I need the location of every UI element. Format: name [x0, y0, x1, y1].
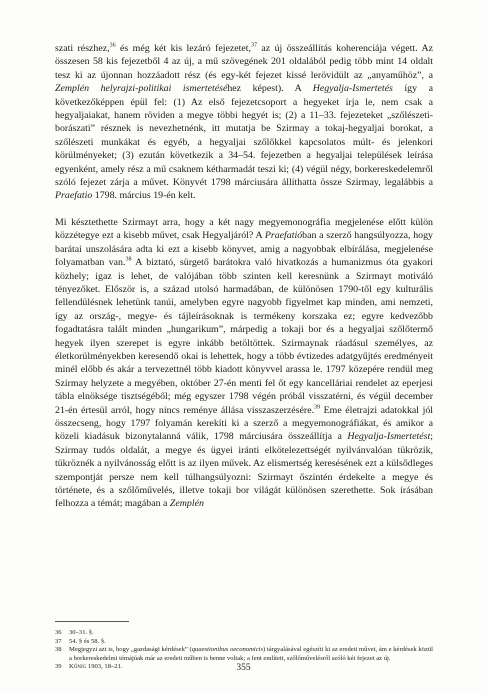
- text-run: így a következőképpen épül fel: (1) Az első fejezetcsoport a hegyeket írja le, nem csak a hegyaljaiakat, hanem röviden a megye többi hegyét is; (2) a 11–33. fejezeteket „szőlészeti-borászati” résznek is nevezhetnénk, itt mutatja be Szirmay a tokaj-hegyaljai borokat, a szőlészeti munkákat és egyéb, a hegyaljai szőlőkkel kapcsolatos múlt- és jelenkori körülményeket; (3) ezután következik a 34–54. fejezetben a hegyaljai települések leírása egyenként, amely rész a mű csaknem kétharmadát teszi ki; (4) végül négy, borkereskedelemről szóló fejezet zárja a művet. Könyvét 1798 márciusára állíthatta össze Szirmay, legalábbis a: [55, 83, 433, 189]
- text-run: és még két kis lezáró fejezetet,: [115, 43, 251, 54]
- footnote-ref: 36: [109, 42, 116, 49]
- text-run: ) tárgyalásával egészíti ki az eredeti művet, ám e kérdések közül a borkereskedelmi témájúak már az eredeti műben is benne voltak; a fent említett, szőlőművelésről szóló két fejezet az új.: [69, 646, 434, 662]
- text-run: ban a szerző hangsúlyozza, hogy barátai unszolására adta ki ezt a kisebb könyvet, amig a nagyobbak elbírálása, megjelenése folyamatban van.: [55, 230, 433, 269]
- text-run: hez képest). A: [227, 83, 313, 95]
- text-run: szati részhez,: [55, 43, 110, 54]
- footnote-number: 36: [55, 629, 62, 636]
- paragraph: [55, 216, 433, 511]
- footnote-ref: 37: [251, 42, 257, 49]
- italic-text: quaestionibus oeconomicis: [191, 646, 264, 654]
- text-run: Megjegyzi azt is, hogy „gazdasági kérdések” (: [69, 646, 192, 654]
- italic-text: Hegyalja-Ismertetés: [312, 83, 393, 95]
- italic-text: Zemplén: [169, 498, 204, 510]
- italic-text: Praefatio: [55, 190, 93, 202]
- author-name: Kónig: [69, 663, 87, 671]
- body-text: [55, 42, 433, 511]
- footnote-number: 38: [55, 646, 62, 654]
- text-run: 54. § és 58. §.: [69, 637, 106, 645]
- italic-text: Praefatió: [264, 230, 303, 242]
- footnote-rule: [55, 621, 129, 622]
- paragraph: [55, 42, 433, 203]
- footnote-text: [69, 646, 433, 663]
- page-number: 355: [236, 663, 251, 673]
- footnote: [55, 629, 433, 638]
- italic-text: Hegyalja-Ismertetést: [347, 431, 431, 443]
- footnote-text: [69, 638, 433, 647]
- text-run: 30–31. §.: [69, 629, 94, 636]
- text-run: 1903, 18–21.: [86, 663, 123, 671]
- text-run: 1798. március 19-én kelt.: [92, 190, 196, 202]
- footnote-ref: 38: [125, 256, 132, 263]
- text-run: Eme életrajzi adatokkal jól összecseng, hogy 1797 folyamán kerekíti ki a szerző a megyemonográfiákat, és amikor a közeli kiadásuk bizonytalanná válik, 1798 márciusára összeállítja a: [55, 404, 433, 443]
- footnote: [55, 638, 433, 647]
- text-run: az új összeállítás koherenciája végett. Az összesen 58 kis fejezetből 4 az új, a mű szövegének 201 oldalából pedig több mint 14 oldalt tesz ki az újonnan hozzáadott rész (és egy-két fejezet kissé lerövidült az „anyaműhöz”, a: [55, 43, 433, 81]
- footnote: [55, 646, 433, 663]
- footnote-text: [69, 629, 433, 638]
- text-run: Mi késztethette Szirmayt arra, hogy a két nagy megyemonográfia megjelenése előtt külön közzétegye ezt a kisebb művet, csak Hegyaljáról? A: [55, 216, 433, 242]
- text-run: ; Szirmay tudós oldalát, a megye és ügyei iránti elkötelezettségét nyilvánvalóan tükrözik, tükröznék a nyilvánosság előtt is az ilyen művek. Az elismertség keresésének ezt a külsődleges szempontját persze nem kell túlhangsúlyozni: Szirmayt őszintén érdekelte a megye és története, és a szőlőművelés, illetve tokaji bor világát különösen szerethette. Sok írásában felhozza a témát; magában a: [55, 431, 433, 510]
- footnote-number: 39: [55, 663, 62, 671]
- footnote-ref: 39: [314, 404, 321, 411]
- text-run: A biztató, sürgető barátokra való hivatkozás a humanizmus óta gyakori közhely; igaz is lehet, de valójában több szinten kell keresnünk a Szirmayt motiváló tényezőket. Először is, a század utolsó harmadában, de különösen 1790-től egy kulturális fellendülésnek lehetünk tanúi, amelyben egyre nagyobb figyelmet kap minden, ami nemzeti, így az ország-, megye- és tájleírásoknak is termékeny korszaka ez; egyre kedvezőbb fogadtatásra talált minden „hungarikum”, márpedig a tokaji bor és a hegyaljai szőlőtermő hegyek ilyen szerepet is egyre inkább betöltöttek. Szirmaynak ráadásul személyes, az életkorülményekben keresendő okai is lehettek, hogy a több évtizedes adatgyűjtés eredményeit minél előbb és akár a tervezettnél több kiadott könyvvel arassa le. 1797 közepére rendül meg Szirmay helyzete a megyében, október 27-én menti fel őt egy kancelláriai rendelet az eperjesi tábla elnöksége tisztségéből; még egyszer 1798 végén próbál visszatérni, és végül december 21-én értesül arról, hogy nincs reménye állása visszaszerzésére.: [55, 257, 433, 416]
- italic-text: Zemplén helyrajzi-politikai ismertetésé: [55, 83, 228, 95]
- footnote-number: 37: [55, 637, 62, 645]
